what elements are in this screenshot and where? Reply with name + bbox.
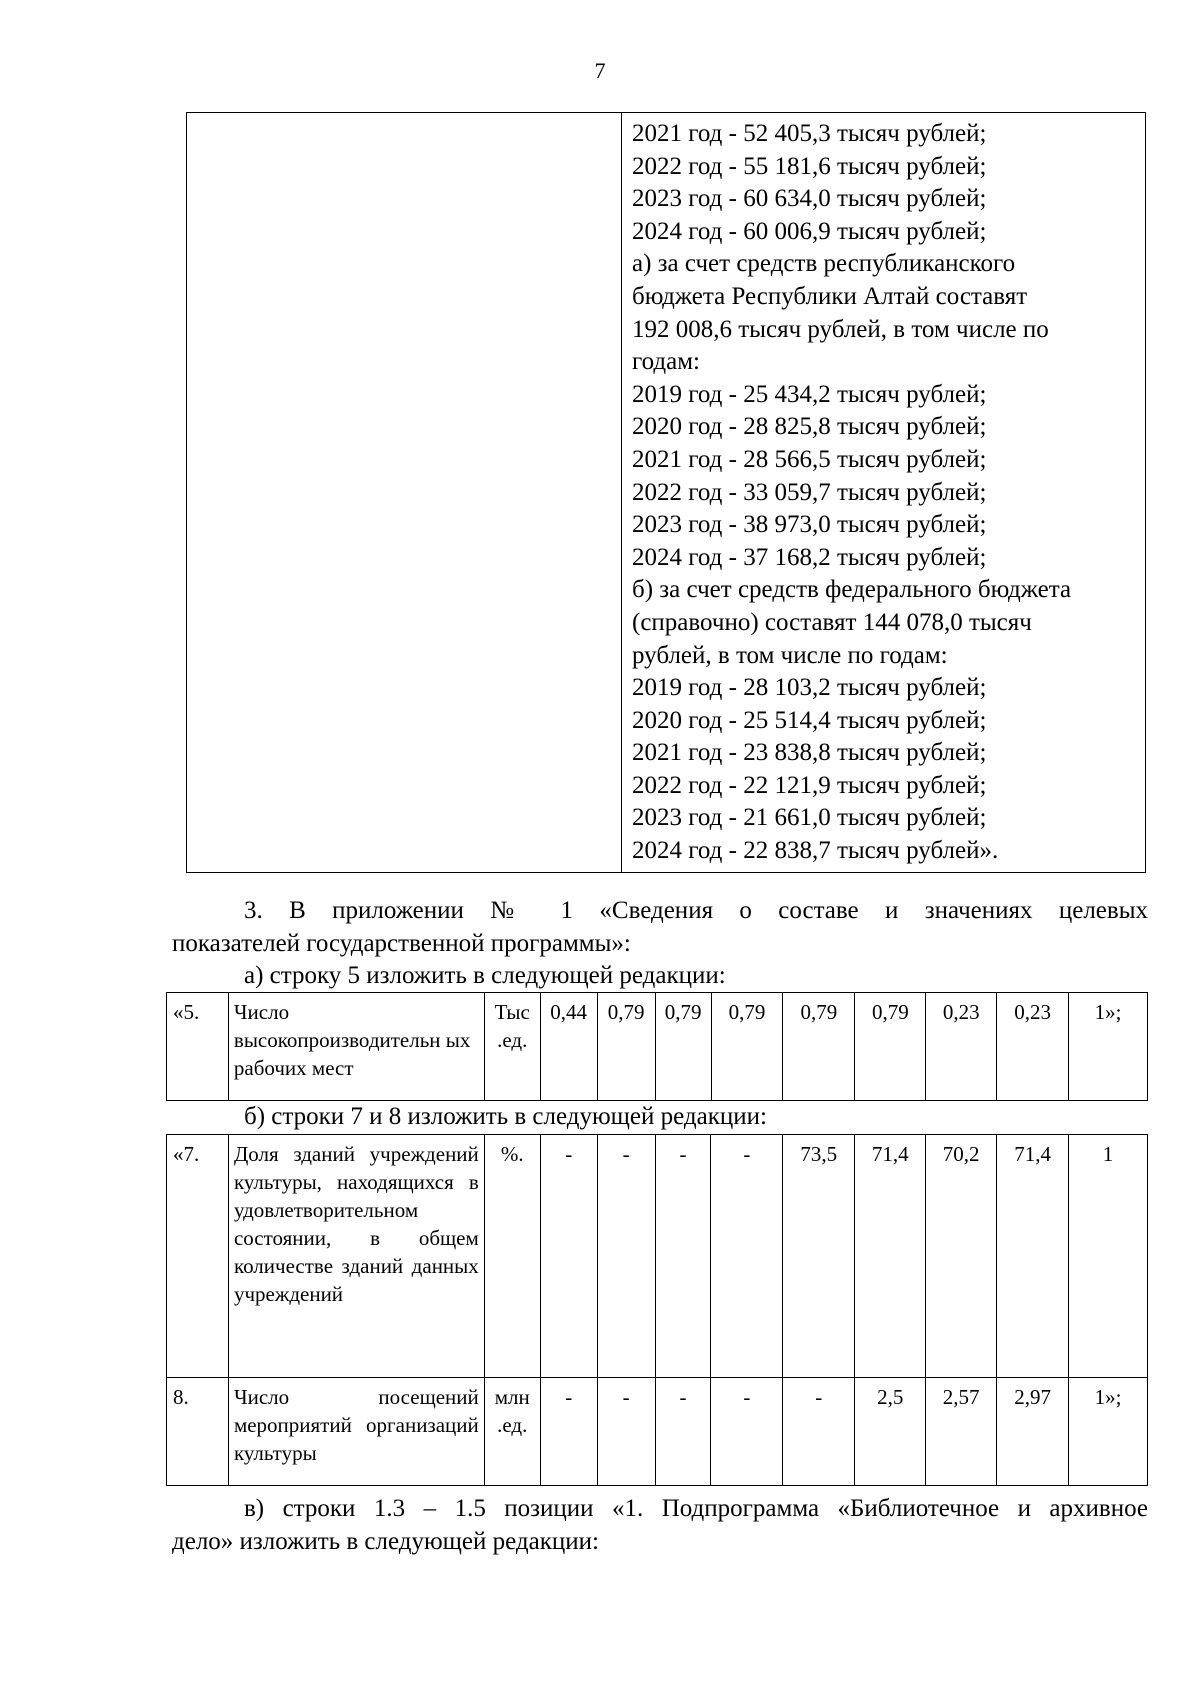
funding-line: 2023 год - 38 973,0 тысяч рублей; <box>632 511 987 539</box>
value-cell: 73,5 <box>783 1135 855 1378</box>
funding-line: б) за счет средств федерального бюджета <box>632 576 1072 604</box>
value-cell: - <box>597 1378 655 1486</box>
paragraph-v-line-1: в) строки 1.3 – 1.5 позиции «1. Подпрограмма «Библиотечное и архивное <box>244 1495 1148 1522</box>
value-cell: 0,23 <box>997 993 1069 1101</box>
value-cell: 1»; <box>1069 993 1148 1101</box>
funding-line: 2024 год - 37 168,2 тысяч рублей; <box>632 543 987 571</box>
funding-left-cell <box>187 113 622 873</box>
value-cell: 2,57 <box>926 1378 997 1486</box>
funding-table <box>186 112 1146 873</box>
value-cell: 2,97 <box>997 1378 1069 1486</box>
funding-line: 2023 год - 60 634,0 тысяч рублей; <box>632 185 987 213</box>
funding-line: 2020 год - 28 825,8 тысяч рублей; <box>632 413 987 441</box>
paragraph-3-line-2: показателей государственной программы»: <box>172 930 631 957</box>
table-row <box>167 993 1148 1101</box>
funding-line: годам: <box>632 348 700 376</box>
subparagraph-b: б) строки 7 и 8 изложить в следующей редакции: <box>244 1103 767 1130</box>
value-cell: 0,23 <box>926 993 997 1101</box>
subparagraph-a: а) строку 5 изложить в следующей редакции: <box>244 962 726 989</box>
funding-line: 2021 год - 52 405,3 тысяч рублей; <box>632 120 987 147</box>
paragraph-3 <box>172 894 1148 960</box>
funding-line: 2022 год - 55 181,6 тысяч рублей; <box>632 152 987 180</box>
rows-7-8-table <box>166 1134 1148 1486</box>
funding-line: 2021 год - 23 838,8 тысяч рублей; <box>632 739 987 767</box>
value-cell: 71,4 <box>997 1135 1069 1378</box>
funding-line: 2019 год - 25 434,2 тысяч рублей; <box>632 380 987 408</box>
table-row <box>187 113 1146 873</box>
funding-right-cell <box>622 113 1146 873</box>
value-cell: 0,79 <box>655 993 711 1101</box>
value-cell: - <box>540 1378 597 1486</box>
unit-cell: млн .ед. <box>484 1378 540 1486</box>
paragraph-3-line-1: 3. В приложении № 1 «Сведения о составе и значениях целевых <box>244 897 1148 924</box>
row-number: «7. <box>167 1135 229 1378</box>
indicator-name: Число высокопроизводительн ых рабочих мест <box>228 993 484 1101</box>
indicator-name: Доля зданий учреждений культуры, находящихся в удовлетворительном состоянии, в общем количестве зданий данных учреждений <box>228 1135 484 1378</box>
value-cell: - <box>655 1378 711 1486</box>
value-cell: 0,79 <box>711 993 783 1101</box>
value-cell: 0,44 <box>540 993 597 1101</box>
value-cell: 1»; <box>1069 1378 1148 1486</box>
funding-line: 192 008,6 тысяч рублей, в том числе по <box>632 315 1049 343</box>
table-row <box>167 1135 1148 1378</box>
value-cell: 1 <box>1069 1135 1148 1378</box>
value-cell: 70,2 <box>926 1135 997 1378</box>
funding-line: 2024 год - 60 006,9 тысяч рублей; <box>632 217 987 245</box>
row-number: «5. <box>167 993 229 1101</box>
funding-line: бюджета Республики Алтай составят <box>632 282 1028 310</box>
value-cell: 0,79 <box>855 993 926 1101</box>
paragraph-v-line-2: дело» изложить в следующей редакции: <box>172 1528 599 1555</box>
page-number: 7 <box>594 58 606 83</box>
funding-line: 2022 год - 33 059,7 тысяч рублей; <box>632 478 987 506</box>
unit-cell: Тыс .ед. <box>484 993 540 1101</box>
funding-line: а) за счет средств республиканского <box>632 250 1016 278</box>
funding-line: 2023 год - 21 661,0 тысяч рублей; <box>632 804 987 832</box>
paragraph-v <box>172 1492 1148 1558</box>
funding-line: 2024 год - 22 838,7 тысяч рублей». <box>632 837 999 865</box>
funding-line: (справочно) составят 144 078,0 тысяч <box>632 608 1032 636</box>
value-cell: - <box>711 1378 783 1486</box>
value-cell: 0,79 <box>597 993 655 1101</box>
value-cell: - <box>597 1135 655 1378</box>
value-cell: - <box>540 1135 597 1378</box>
funding-line: 2021 год - 28 566,5 тысяч рублей; <box>632 445 987 473</box>
value-cell: - <box>711 1135 783 1378</box>
row-5-table <box>166 992 1148 1101</box>
funding-line: 2020 год - 25 514,4 тысяч рублей; <box>632 706 987 734</box>
value-cell: 2,5 <box>855 1378 926 1486</box>
value-cell: - <box>655 1135 711 1378</box>
funding-line: 2022 год - 22 121,9 тысяч рублей; <box>632 771 987 799</box>
indicator-name: Число посещений мероприятий организаций культуры <box>228 1378 484 1486</box>
funding-line: 2019 год - 28 103,2 тысяч рублей; <box>632 674 987 702</box>
unit-cell: %. <box>484 1135 540 1378</box>
table-row <box>167 1378 1148 1486</box>
value-cell: - <box>783 1378 855 1486</box>
funding-line: рублей, в том числе по годам: <box>632 641 948 669</box>
row-number: 8. <box>167 1378 229 1486</box>
value-cell: 71,4 <box>855 1135 926 1378</box>
value-cell: 0,79 <box>783 993 855 1101</box>
